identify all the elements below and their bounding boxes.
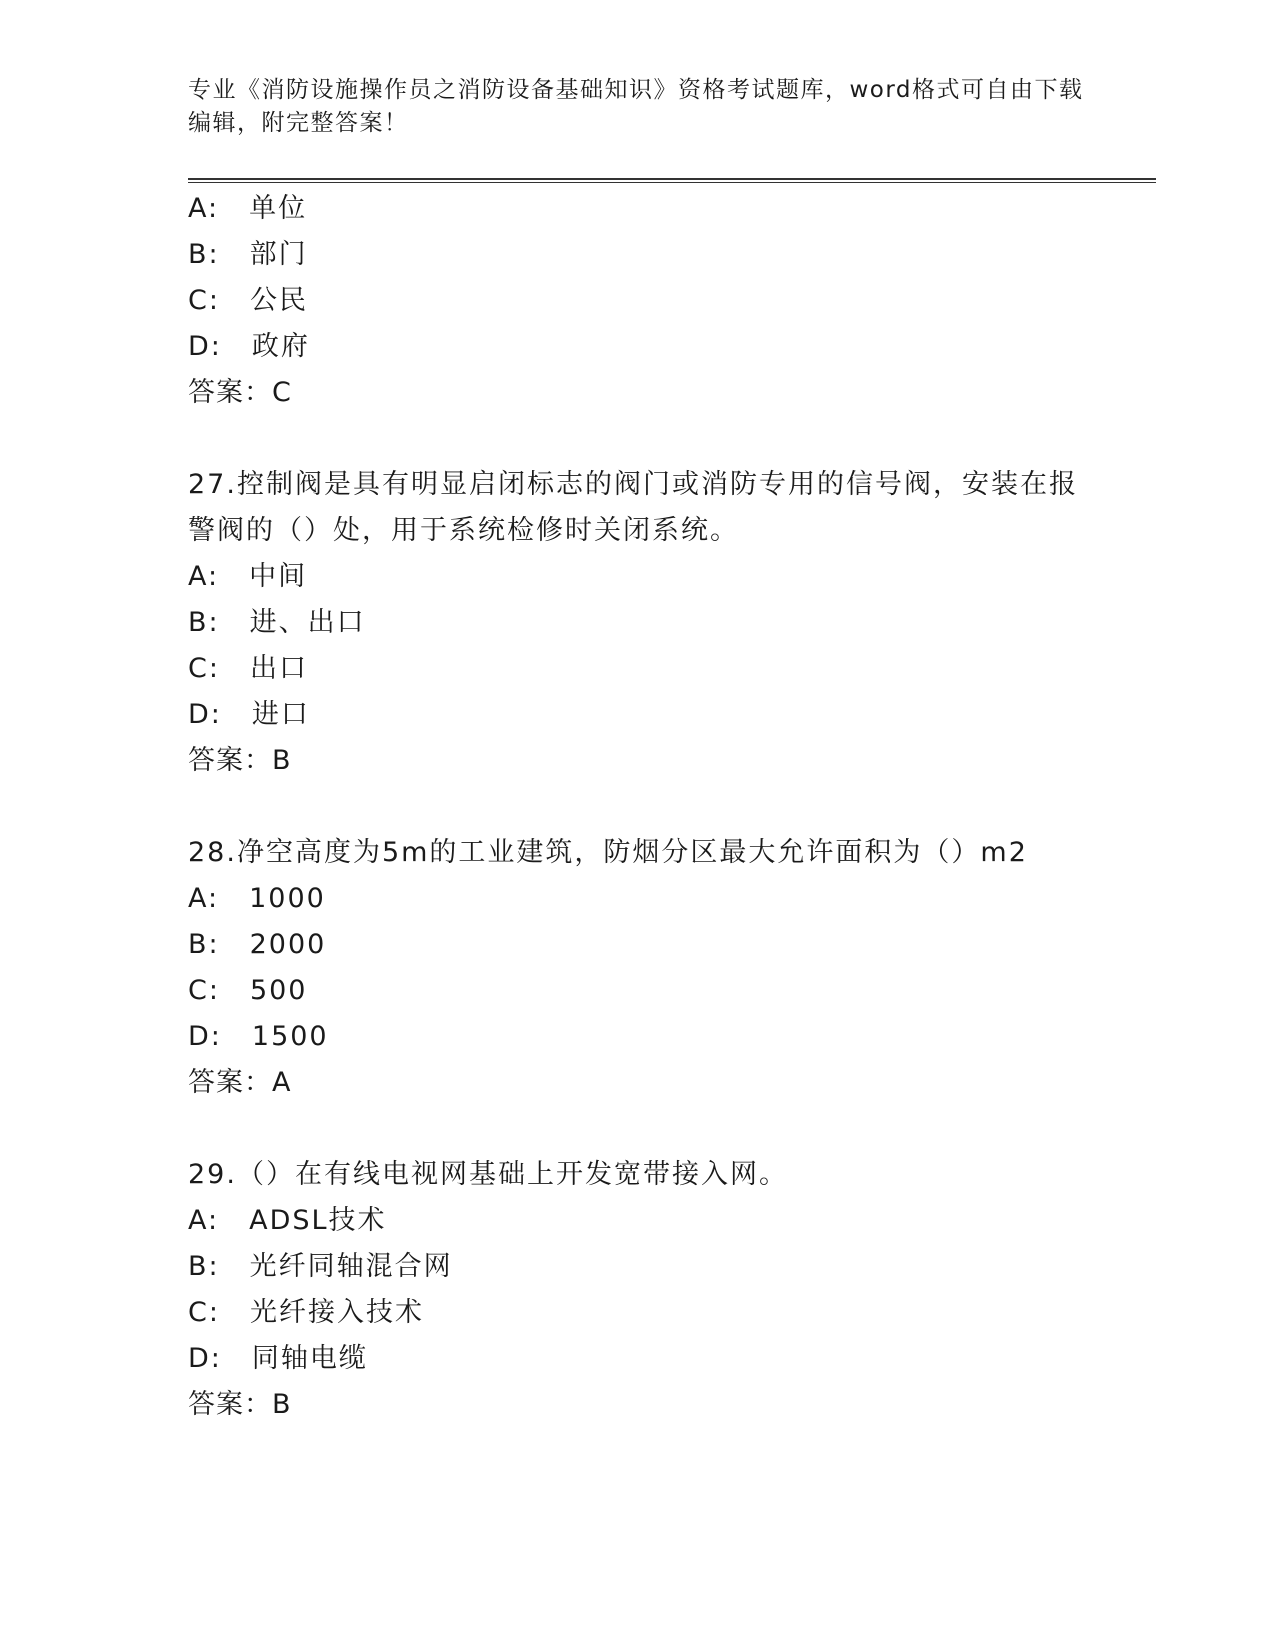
option-a bbox=[188, 1198, 1088, 1244]
option-a bbox=[188, 554, 1088, 600]
option-key: C: bbox=[188, 285, 220, 316]
option-text: 1500 bbox=[251, 1021, 329, 1052]
option-d bbox=[188, 692, 1088, 738]
option-a bbox=[188, 186, 1088, 232]
option-d bbox=[188, 1014, 1088, 1060]
option-key: B: bbox=[188, 239, 220, 270]
option-key: A: bbox=[188, 883, 220, 914]
option-text: 中间 bbox=[249, 561, 308, 592]
document-header: 专业《消防设施操作员之消防设备基础知识》资格考试题库，word格式可自由下载编辑，附完整答案！ bbox=[188, 77, 1084, 136]
option-key: B: bbox=[188, 607, 220, 638]
option-b bbox=[188, 600, 1088, 646]
question-28 bbox=[188, 830, 1088, 1106]
question-list bbox=[188, 186, 1088, 1428]
option-key: C: bbox=[188, 975, 220, 1006]
option-c bbox=[188, 646, 1088, 692]
option-c bbox=[188, 278, 1088, 324]
option-text: 光纤同轴混合网 bbox=[249, 1251, 453, 1282]
question-29 bbox=[188, 1152, 1088, 1428]
question-27 bbox=[188, 462, 1088, 784]
answer-line: 答案：B bbox=[188, 745, 292, 776]
option-text: 进口 bbox=[251, 699, 310, 730]
option-c bbox=[188, 1290, 1088, 1336]
option-text: 部门 bbox=[249, 239, 308, 270]
option-text: 2000 bbox=[249, 929, 327, 960]
answer-line: 答案：B bbox=[188, 1389, 292, 1420]
header-divider bbox=[188, 178, 1156, 180]
answer-line: 答案：C bbox=[188, 377, 292, 408]
option-text: 进、出口 bbox=[249, 607, 366, 638]
question-26 bbox=[188, 186, 1088, 416]
option-key: D: bbox=[188, 1021, 222, 1052]
option-b bbox=[188, 922, 1088, 968]
option-b bbox=[188, 232, 1088, 278]
option-text: 公民 bbox=[249, 285, 308, 316]
option-text: 政府 bbox=[251, 331, 310, 362]
question-text: 28.净空高度为5m的工业建筑，防烟分区最大允许面积为（）m2 bbox=[188, 837, 1028, 868]
option-key: B: bbox=[188, 929, 220, 960]
option-text: 1000 bbox=[249, 883, 326, 914]
option-key: D: bbox=[188, 699, 222, 730]
option-text: 单位 bbox=[249, 193, 308, 224]
option-key: C: bbox=[188, 1297, 220, 1328]
option-a bbox=[188, 876, 1088, 922]
option-key: A: bbox=[188, 193, 220, 224]
option-d bbox=[188, 324, 1088, 370]
option-key: C: bbox=[188, 653, 220, 684]
option-key: D: bbox=[188, 1343, 222, 1374]
option-key: B: bbox=[188, 1251, 220, 1282]
option-text: 出口 bbox=[249, 653, 308, 684]
option-text: 光纤接入技术 bbox=[249, 1297, 424, 1328]
option-c bbox=[188, 968, 1088, 1014]
option-text: ADSL技术 bbox=[249, 1205, 387, 1236]
option-d bbox=[188, 1336, 1088, 1382]
option-text: 500 bbox=[249, 975, 308, 1006]
question-text: 29.（）在有线电视网基础上开发宽带接入网。 bbox=[188, 1159, 788, 1190]
option-key: A: bbox=[188, 561, 220, 592]
option-key: D: bbox=[188, 331, 222, 362]
option-text: 同轴电缆 bbox=[251, 1343, 368, 1374]
answer-line: 答案：A bbox=[188, 1067, 292, 1098]
question-text: 27.控制阀是具有明显启闭标志的阀门或消防专用的信号阀，安装在报警阀的（）处，用于系统检修时关闭系统。 bbox=[188, 469, 1078, 546]
option-key: A: bbox=[188, 1205, 220, 1236]
option-b bbox=[188, 1244, 1088, 1290]
